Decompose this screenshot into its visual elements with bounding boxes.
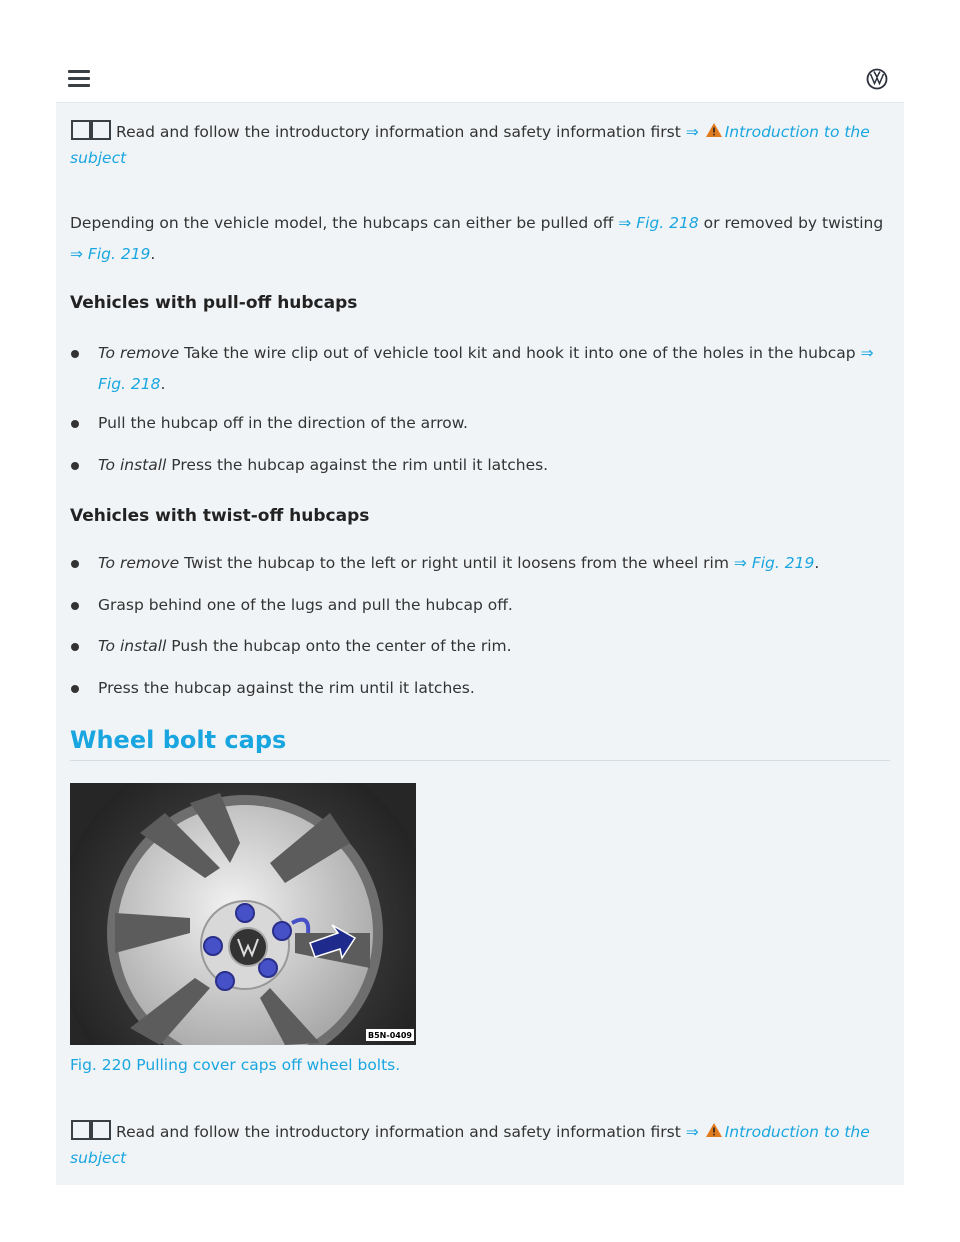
note-link[interactable]: Introduction to the subject — [70, 123, 870, 167]
list-item — [98, 450, 888, 481]
note-link[interactable]: Introduction to the subject — [70, 1123, 870, 1167]
open-book-icon — [70, 119, 112, 141]
fig-219-link[interactable]: ⇒ Fig. 219 — [70, 245, 151, 263]
open-book-icon — [70, 1119, 112, 1141]
note-arrow[interactable]: ⇒ — [685, 1123, 699, 1141]
wheel-figure — [70, 783, 416, 1045]
safety-note — [70, 119, 890, 171]
step-text: Grasp behind one of the lugs and pull the hubcap off. — [98, 596, 513, 614]
fig-218-link[interactable]: ⇒ Fig. 218 — [98, 344, 874, 393]
step-tail: . — [814, 554, 820, 572]
step-label: To remove — [98, 344, 180, 362]
section-heading: Vehicles with twist-off hubcaps — [70, 506, 370, 526]
note-arrow[interactable]: ⇒ — [685, 123, 699, 141]
fig-219-link[interactable]: ⇒ Fig. 219 — [733, 554, 815, 572]
step-label: To remove — [98, 554, 180, 572]
step-label: To install — [98, 637, 167, 655]
intro-text: or removed by twisting — [703, 214, 884, 232]
top-bar — [56, 56, 904, 103]
list-item — [98, 338, 888, 400]
intro-text: . — [150, 245, 156, 263]
step-text: Twist the hubcap to the left or right until it loosens from the wheel rim — [184, 554, 729, 572]
content-panel — [56, 103, 904, 1185]
step-text: Press the hubcap against the rim until it latches. — [171, 456, 549, 474]
step-text: Push the hubcap onto the center of the rim. — [171, 637, 512, 655]
note-text: Read and follow the introductory information and safety information first — [116, 123, 681, 141]
hamburger-menu-icon[interactable] — [68, 70, 90, 88]
fig-218-link[interactable]: ⇒ Fig. 218 — [618, 214, 699, 232]
section-title: Wheel bolt caps — [70, 726, 287, 754]
figure-code: B5N-0409 — [368, 1031, 412, 1040]
section-heading: Vehicles with pull-off hubcaps — [70, 293, 358, 313]
list-item — [98, 548, 888, 579]
intro-paragraph — [70, 208, 890, 270]
list-item — [98, 631, 888, 662]
intro-text: Depending on the vehicle model, the hubcaps can either be pulled off — [70, 214, 614, 232]
step-tail: . — [160, 375, 166, 393]
step-text: Pull the hubcap off in the direction of the arrow. — [98, 414, 468, 432]
divider — [70, 760, 890, 761]
vw-logo-icon[interactable] — [866, 68, 888, 90]
list-item — [98, 673, 888, 704]
step-text: Press the hubcap against the rim until it latches. — [98, 679, 475, 697]
figure-caption: Fig. 220 Pulling cover caps off wheel bolts. — [70, 1056, 401, 1074]
warning-icon — [705, 1122, 723, 1138]
list-item — [98, 408, 888, 439]
wheel-illustration — [70, 783, 416, 1045]
step-label: To install — [98, 456, 167, 474]
step-text: Take the wire clip out of vehicle tool kit and hook it into one of the holes in the hubcap — [184, 344, 856, 362]
safety-note — [70, 1119, 890, 1171]
warning-icon — [705, 122, 723, 138]
list-item — [98, 590, 888, 621]
note-text: Read and follow the introductory information and safety information first — [116, 1123, 681, 1141]
